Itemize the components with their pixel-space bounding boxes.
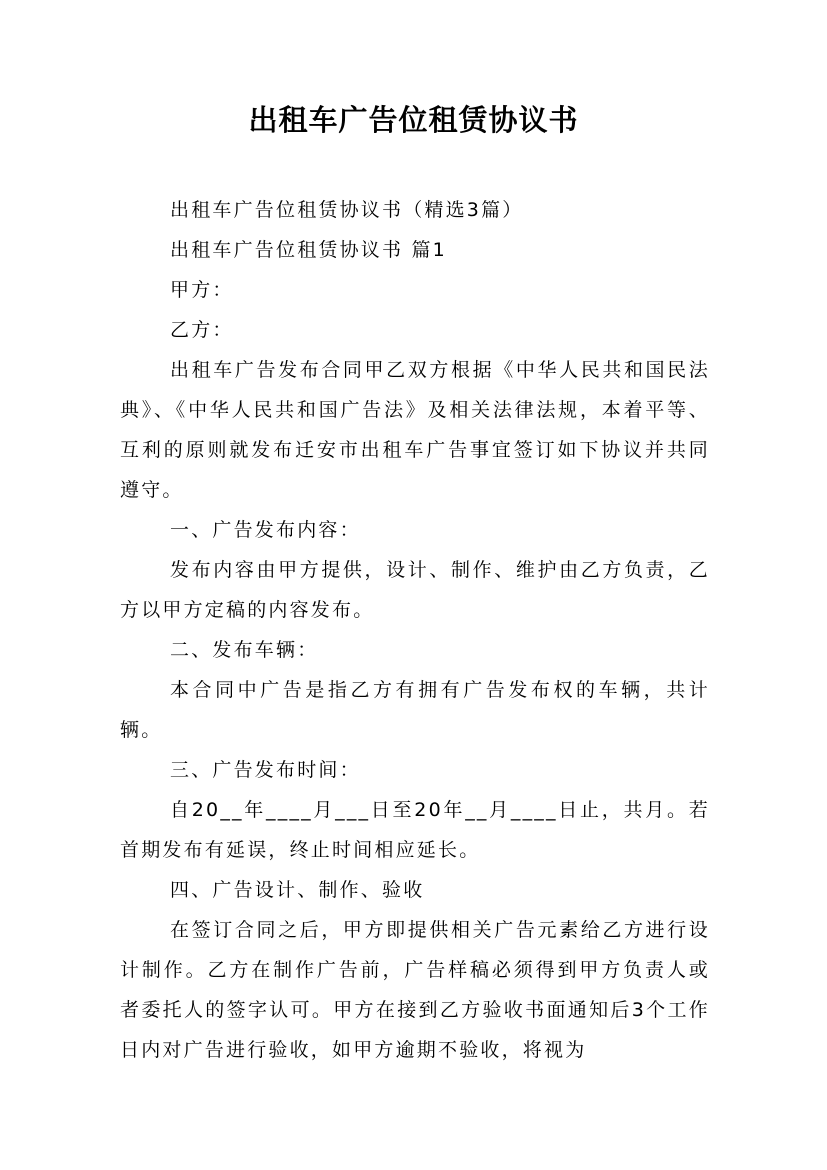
paragraph-preamble: 出租车广告发布合同甲乙双方根据《中华人民共和国民法典》、《中华人民共和国广告法》及相关法律法规，本着平等、互利的原则就发布迁安市出租车广告事宜签订如下协议并共同遵守。 <box>120 359 710 501</box>
paragraph-clause-2-heading: 二、发布车辆： <box>170 639 319 661</box>
paragraph-subtitle: 出租车广告位租赁协议书（精选3篇） <box>170 199 524 221</box>
paragraph-clause-4-body: 在签订合同之后，甲方即提供相关广告元素给乙方进行设计制作。乙方在制作广告前，广告样稿必须得到甲方负责人或者委托人的签字认可。甲方在接到乙方验收书面通知后3个工作日内对广告进行验收，如甲方逾期不验收，将视为 <box>120 919 710 1061</box>
paragraph-section-heading: 出租车广告位租赁协议书 篇1 <box>170 239 447 261</box>
paragraph-clause-1-body: 发布内容由甲方提供，设计、制作、维护由乙方负责，乙方以甲方定稿的内容发布。 <box>120 559 710 621</box>
document-title: 出租车广告位租赁协议书 <box>248 103 579 137</box>
paragraph-clause-2-body: 本合同中广告是指乙方有拥有广告发布权的车辆，共计辆。 <box>120 679 710 741</box>
paragraph-party-a: 甲方： <box>170 279 234 301</box>
paragraph-clause-3-body: 自20__年____月___日至20年__月____日止，共月。若首期发布有延误，终止时间相应延长。 <box>120 799 710 861</box>
paragraph-clause-4-heading: 四、广告设计、制作、验收 <box>170 879 425 901</box>
paragraph-clause-1-heading: 一、广告发布内容： <box>170 519 361 541</box>
document-body <box>120 190 710 1070</box>
paragraph-party-b: 乙方： <box>170 319 234 341</box>
paragraph-clause-3-heading: 三、广告发布时间： <box>170 759 361 781</box>
